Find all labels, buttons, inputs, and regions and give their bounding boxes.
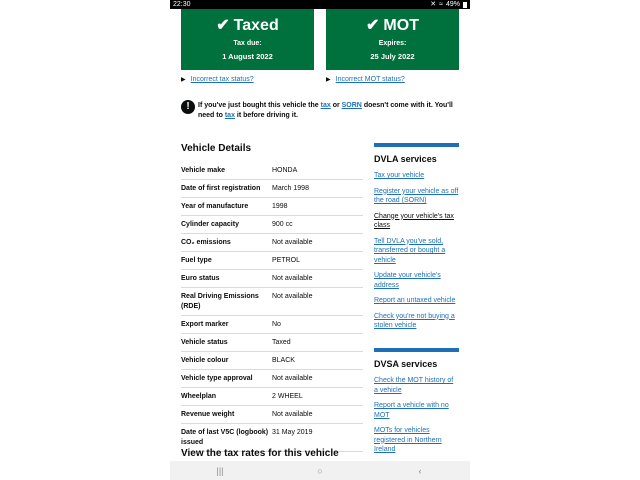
warning-text — [198, 101, 461, 121]
row-key: Real Driving Emissions (RDE) — [181, 293, 259, 310]
row-key: Date of first registration — [181, 185, 261, 192]
mute-icon: ✕ — [430, 1, 437, 8]
row-key: Year of manufacture — [181, 203, 249, 210]
dvsa-services-panel — [374, 348, 459, 461]
mot-expires-label: Expires: — [378, 40, 407, 47]
row-key: Vehicle make — [181, 167, 225, 174]
warning-text-part: or — [330, 102, 342, 109]
battery-icon — [463, 2, 467, 8]
table-row — [181, 180, 363, 198]
table-row — [181, 388, 363, 406]
table-row — [181, 370, 363, 388]
tax-your-vehicle-link[interactable]: Tax your vehicle — [374, 172, 425, 179]
table-row — [181, 288, 363, 316]
row-value: Not available — [272, 411, 313, 418]
row-key: Vehicle colour — [181, 357, 229, 364]
change-tax-class-link[interactable]: Change your vehicle's tax class — [374, 212, 454, 229]
row-value: 1998 — [272, 203, 288, 210]
battery-percent: 49% — [445, 1, 460, 8]
row-key: Fuel type — [181, 257, 212, 264]
update-address-link[interactable]: Update your vehicle's address — [374, 272, 441, 289]
row-value: 900 cc — [272, 221, 293, 228]
mot-status-panel — [326, 9, 459, 70]
row-key: Vehicle status — [181, 339, 228, 346]
sorn-register-link[interactable]: Register your vehicle as off the road (SORN) — [374, 187, 459, 204]
row-value: Not available — [272, 293, 313, 300]
dvla-services-panel — [374, 143, 459, 337]
row-key: Wheelplan — [181, 393, 217, 400]
tax-link[interactable]: tax — [224, 112, 235, 119]
dvsa-services-heading: DVSA services — [374, 359, 438, 369]
table-row — [181, 216, 363, 234]
table-row — [181, 270, 363, 288]
back-icon[interactable]: ‹ — [418, 465, 422, 476]
row-key: Export marker — [181, 321, 229, 328]
table-row — [181, 316, 363, 334]
tax-link[interactable]: tax — [320, 102, 331, 109]
mot-status-title: MOT — [383, 17, 419, 34]
status-icons — [430, 0, 467, 9]
row-value: 2 WHEEL — [272, 393, 303, 400]
android-nav-bar — [170, 461, 470, 480]
row-key: Cylinder capacity — [181, 221, 239, 228]
table-row — [181, 198, 363, 216]
table-row — [181, 334, 363, 352]
row-key: Vehicle type approval — [181, 375, 253, 382]
table-row — [181, 234, 363, 252]
tax-due-date: 1 August 2022 — [222, 52, 273, 61]
mot-expiry-date: 25 July 2022 — [370, 52, 415, 61]
checkmark-icon: ✔ — [366, 17, 380, 34]
recents-icon[interactable]: ||| — [216, 465, 224, 476]
vehicle-details-table — [181, 162, 363, 452]
row-value: HONDA — [272, 167, 298, 174]
dvla-services-heading: DVLA services — [374, 154, 437, 164]
incorrect-mot-status-link[interactable]: Incorrect MOT status? — [335, 76, 405, 83]
mots-northern-ireland-link[interactable]: MOTs for vehicles registered in Northern Ireland — [374, 427, 442, 453]
vehicle-details-heading: Vehicle Details — [181, 143, 252, 154]
table-row — [181, 252, 363, 270]
tax-status-title: Taxed — [233, 17, 279, 34]
check-stolen-link[interactable]: Check you're not buying a stolen vehicle — [374, 312, 455, 329]
status-time: 22:30 — [173, 1, 191, 8]
tax-status-panel — [181, 9, 314, 70]
warning-text-part: it before driving it. — [234, 112, 298, 119]
table-row — [181, 162, 363, 180]
triangle-right-icon: ▶ — [181, 77, 186, 83]
incorrect-mot-status-toggle[interactable] — [326, 76, 405, 83]
row-key: Revenue weight — [181, 411, 235, 418]
row-value: PETROL — [272, 257, 301, 264]
mot-history-link[interactable]: Check the MOT history of a vehicle — [374, 377, 454, 394]
row-value: Not available — [272, 375, 313, 382]
exclamation-icon: ! — [181, 100, 195, 114]
warning-text-part: doesn't come with it. You'll need to — [198, 102, 453, 119]
checkmark-icon: ✔ — [216, 17, 230, 34]
row-value: Not available — [272, 239, 313, 246]
table-row — [181, 352, 363, 370]
report-no-mot-link[interactable]: Report a vehicle with no MOT — [374, 402, 449, 419]
table-row — [181, 406, 363, 424]
warning-text-part: If you've just bought this vehicle the — [198, 102, 321, 109]
row-value: 31 May 2019 — [272, 429, 313, 436]
section-bar — [374, 143, 459, 147]
report-untaxed-link[interactable]: Report an untaxed vehicle — [374, 297, 456, 304]
phone-screen — [170, 0, 470, 480]
tax-due-label: Tax due: — [233, 40, 262, 47]
tell-dvla-sold-link[interactable]: Tell DVLA you've sold, transferred or bought a vehicle — [374, 237, 446, 264]
row-value: No — [272, 321, 281, 328]
incorrect-tax-status-toggle[interactable] — [181, 76, 254, 83]
row-key: CO₂ emissions — [181, 239, 231, 246]
row-value: Not available — [272, 275, 313, 282]
section-bar — [374, 348, 459, 352]
row-value: March 1998 — [272, 185, 309, 192]
row-value: Taxed — [272, 339, 291, 346]
wifi-icon: ≈ — [439, 1, 443, 8]
sorn-link[interactable]: SORN — [341, 102, 362, 109]
home-icon[interactable]: ○ — [317, 465, 323, 476]
triangle-right-icon: ▶ — [326, 77, 331, 83]
row-key: Date of last V5C (logbook) issued — [181, 429, 269, 446]
tax-rates-heading: View the tax rates for this vehicle — [181, 448, 339, 459]
row-key: Euro status — [181, 275, 220, 282]
incorrect-tax-status-link[interactable]: Incorrect tax status? — [190, 76, 254, 83]
row-value: BLACK — [272, 357, 295, 364]
status-bar — [170, 0, 470, 9]
